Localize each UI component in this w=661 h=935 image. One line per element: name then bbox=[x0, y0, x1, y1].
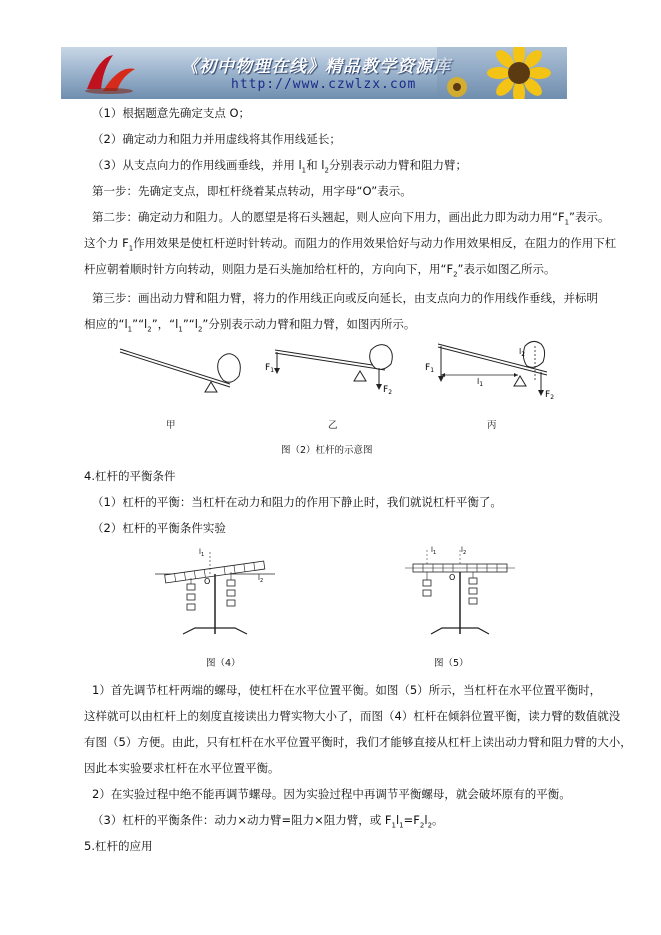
fig2-bing-l2: $l_2$ bbox=[519, 347, 526, 358]
para-e2: 2）在实验过程中绝不能再调节螺母。因为实验过程中再调节平衡螺母，就会破坏原有的平衡。 bbox=[92, 787, 571, 801]
section-4-title: 4.杠杆的平衡条件 bbox=[84, 469, 176, 483]
figure-5-horizontal-lever bbox=[405, 542, 515, 647]
figure-4-tilted-lever bbox=[155, 542, 275, 647]
fig4-caption: 图（4） bbox=[206, 658, 241, 669]
para-step3: 第三步：画出动力臂和阻力臂，将力的作用线正向或反向延长，由支点向力的作用线作垂线，并标明 bbox=[92, 291, 598, 305]
fig2-label-bing: 丙 bbox=[487, 420, 497, 431]
para-step1: 第一步：先确定支点，即杠杆绕着某点转动，用字母“O”表示。 bbox=[92, 184, 412, 198]
banner-title: 《初中物理在线》精品教学资源库 bbox=[181, 57, 451, 77]
fig2-bing-l1: $l_1$ bbox=[477, 377, 484, 388]
para-e3: （3）杠杆的平衡条件：动力×动力臂=阻力×阻力臂，或 $F_1l_1=F_2l_2$。 bbox=[92, 813, 444, 830]
section-5-title: 5.杠杆的应用 bbox=[84, 839, 153, 853]
fig2-label-yi: 乙 bbox=[328, 420, 338, 431]
header-banner bbox=[61, 47, 567, 99]
sunflower-icon bbox=[437, 47, 567, 99]
logo-icon bbox=[79, 51, 139, 95]
para-e1-cont: 这样就可以由杠杆上的刻度直接读出力臂实物大小了，而图（4）杠杆在倾斜位置平衡，读力臂的数值就没 bbox=[84, 709, 621, 723]
fig2-yi-F1: $F_1$ bbox=[265, 363, 275, 374]
fig4-O: O bbox=[204, 577, 211, 586]
fig2-bing-F2: $F_2$ bbox=[545, 390, 555, 401]
para-e1-cont2: 有图（5）方便。由此，只有杠杆在水平位置平衡时，我们才能够直接从杠杆上读出动力臂和阻力臂的大小， bbox=[84, 735, 632, 749]
fig2-bing-F1: $F_1$ bbox=[425, 363, 435, 374]
para-s4p2: （2）杠杆的平衡条件实验 bbox=[92, 521, 226, 535]
para-e1-cont3: 因此本实验要求杠杆在水平位置平衡。 bbox=[84, 761, 280, 775]
fig5-l1: $l_1$ bbox=[431, 546, 437, 556]
fig5-l2: $l_2$ bbox=[461, 546, 467, 556]
figure-2-levers bbox=[115, 340, 575, 430]
para-p1: （1）根据题意先确定支点 O； bbox=[92, 106, 251, 120]
para-step2-cont2: 杆应朝着顺时针方向转动，则阻力是石头施加给杠杆的，方向向下，用“$F_2$”表示如图乙所示。 bbox=[84, 262, 556, 279]
fig4-l2: $l_2$ bbox=[258, 574, 264, 584]
fig4-l1: $l_1$ bbox=[199, 548, 205, 558]
para-step2: 第二步：确定动力和阻力。人的愿望是将石头翘起，则人应向下用力，画出此力即为动力用“$F_1$”表示。 bbox=[92, 210, 610, 227]
fig2-caption: 图（2）杠杆的示意图 bbox=[281, 445, 373, 456]
para-p3: （3）从支点向力的作用线画垂线，并用 $l_1$和 $l_2$分别表示动力臂和阻力臂； bbox=[92, 158, 467, 175]
fig2-label-jia: 甲 bbox=[166, 420, 176, 431]
para-p2: （2）确定动力和阻力并用虚线将其作用线延长； bbox=[92, 132, 341, 146]
para-e1: 1）首先调节杠杆两端的螺母，使杠杆在水平位置平衡。如图（5）所示，当杠杆在水平位置平衡时， bbox=[92, 683, 602, 697]
lever-jia bbox=[120, 349, 240, 392]
para-step3-cont: 相应的“$l_1”“l_2$”，“$l_1”“l_2$”分别表示动力臂和阻力臂，如图丙所示。 bbox=[84, 317, 416, 334]
lever-bing bbox=[438, 341, 547, 396]
para-step2-cont: 这个力 $F_1$作用效果是使杠杆逆时针转动。而阻力的作用效果恰好与动力作用效果相反，在阻力的作用下杠 bbox=[84, 236, 617, 253]
lever-yi bbox=[274, 345, 392, 390]
fig2-yi-F2: $F_2$ bbox=[383, 385, 393, 396]
para-s4p1: （1）杠杆的平衡：当杠杆在动力和阻力的作用下静止时，我们就说杠杆平衡了。 bbox=[92, 495, 502, 509]
fig5-caption: 图（5） bbox=[434, 658, 469, 669]
banner-url[interactable]: http://www.czwlzx.com bbox=[231, 77, 417, 92]
fig5-O: O bbox=[449, 573, 456, 582]
